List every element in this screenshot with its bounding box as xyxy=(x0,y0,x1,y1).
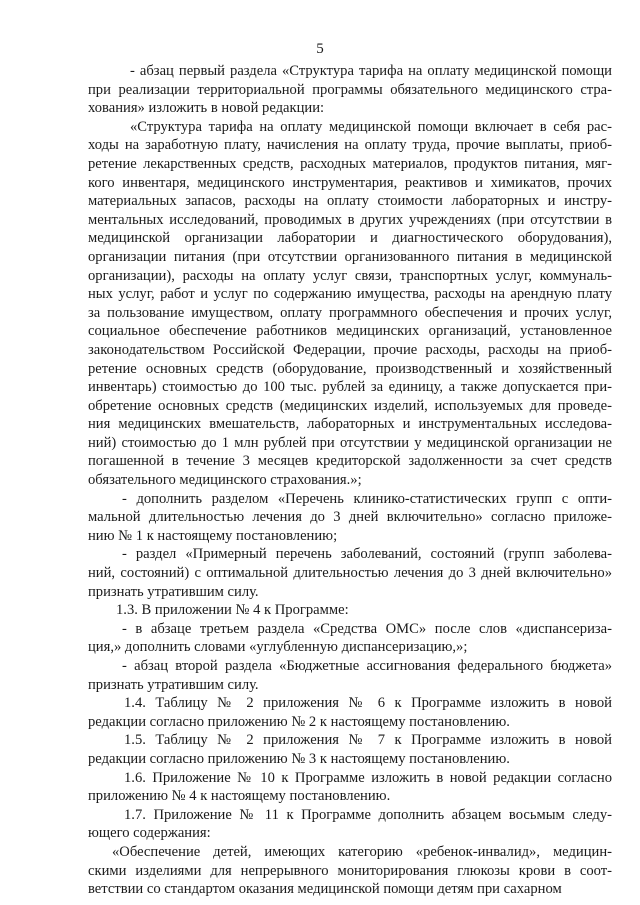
text-line: погашенной в течение 3 месяцев кредиторской задолженности за счет средств xyxy=(88,453,612,470)
paragraph-p6 xyxy=(88,620,612,657)
text-line: ция,» дополнить словами «углубленную диспансеризацию,»; xyxy=(88,639,468,656)
text-line: редакции согласно приложению № 2 к настоящему постановлению. xyxy=(88,713,510,730)
text-line: редакции согласно приложению № 3 к настоящему постановлению. xyxy=(88,750,510,767)
paragraph-p8 xyxy=(88,694,612,731)
paragraph-p10 xyxy=(88,769,612,806)
text-line: нию № 1 к настоящему постановлению; xyxy=(88,527,338,544)
paragraph-p12 xyxy=(88,843,612,899)
text-line: ретение лекарственных средств, расходных материалов, продуктов питания, мяг- xyxy=(88,155,612,172)
text-line: при реализации территориальной программы обязательного медицинского стра- xyxy=(88,81,612,98)
text-line: «Обеспечение детей, имеющих категорию «ребенок-инвалид», медицин- xyxy=(112,843,612,860)
text-line: 1.5. Таблицу № 2 приложения № 7 к Программе изложить в новой xyxy=(124,732,612,749)
text-line: ных услуг, работ и услуг по содержанию имущества, расходы на арендную плату xyxy=(88,286,612,303)
text-line: 1.3. В приложении № 4 к Программе: xyxy=(116,602,349,619)
text-line: кого инвентаря, медицинского инструментария, реактивов и химикатов, прочих xyxy=(88,174,612,191)
text-line: ющего содержания: xyxy=(88,825,211,842)
text-line: ментальных исследований, проводимых в других учреждениях (при отсутствии в xyxy=(88,211,612,228)
text-line: ния медицинских вмешательств, лабораторных и инструментальных исследова- xyxy=(88,416,612,433)
document-body xyxy=(88,62,612,899)
text-line: скими изделиями для непрерывного мониторирования глюкозы крови в соот- xyxy=(88,862,612,879)
paragraph-p2 xyxy=(88,118,612,490)
text-line: признать утратившим силу. xyxy=(88,676,259,693)
text-line: организации), расходы на оплату услуг связи, транспортных услуг, коммуналь- xyxy=(88,267,612,284)
text-line: инвентарь) стоимостью до 100 тыс. рублей за единицу, а также допускается при- xyxy=(88,379,612,396)
text-line: материальных запасов, расходы на оплату стоимости лабораторных и инстру- xyxy=(88,193,612,210)
text-line: «Структура тарифа на оплату медицинской помощи включает в себя рас- xyxy=(130,118,612,135)
text-line: 1.6. Приложение № 10 к Программе изложить в новой редакции согласно xyxy=(124,769,612,786)
paragraph-p5 xyxy=(88,601,612,620)
paragraph-p9 xyxy=(88,731,612,768)
text-line: ветствии со стандартом оказания медицинской помощи детям при сахарном xyxy=(88,881,562,898)
text-line: социальное обеспечение работников медицинских организаций, установленное xyxy=(88,323,612,340)
paragraph-p4 xyxy=(88,545,612,601)
text-line: ретение основных средств (оборудование, производственный и хозяйственный xyxy=(88,360,612,377)
text-line: за пользование имуществом, оплату программного обеспечения и прочих услуг, xyxy=(88,304,612,321)
text-line: ний, состояний) с оптимальной длительностью лечения до 3 дней включительно» xyxy=(88,565,612,582)
text-line: признать утратившим силу. xyxy=(88,583,259,600)
text-line: - абзац второй раздела «Бюджетные ассигнования федерального бюджета» xyxy=(122,658,612,674)
text-line: - раздел «Примерный перечень заболеваний, состояний (групп заболева- xyxy=(122,546,612,563)
text-line: организации питания (при отсутствии организованного питания в медицинской xyxy=(88,248,612,265)
text-line: мальной длительностью лечения до 3 дней включительно» согласно приложе- xyxy=(88,509,612,526)
text-line: - дополнить разделом «Перечень клинико-статистических групп с опти- xyxy=(122,490,612,507)
text-line: обретение основных средств (медицинских изделий, используемых для проведе- xyxy=(88,397,612,414)
text-line: - абзац первый раздела «Структура тарифа на оплату медицинской помощи xyxy=(130,63,612,79)
paragraph-p3 xyxy=(88,490,612,546)
text-line: медицинской организации лаборатории и диагностического оборудования), xyxy=(88,230,612,247)
paragraph-p1 xyxy=(88,62,612,118)
text-line: обязательного медицинского страхования.»; xyxy=(88,472,362,489)
paragraph-p7 xyxy=(88,657,612,694)
text-line: хования» изложить в новой редакции: xyxy=(88,100,325,117)
text-line: ходы на заработную плату, начисления на оплату труда, прочие выплаты, приоб- xyxy=(88,137,612,154)
text-line: 1.4. Таблицу № 2 приложения № 6 к Программе изложить в новой xyxy=(124,695,612,712)
text-line: приложению № 4 к настоящему постановлению. xyxy=(88,788,391,805)
text-line: ний) стоимостью до 1 млн рублей при отсутствии у медицинской организации не xyxy=(88,434,612,451)
text-line: законодательством Российской Федерации, прочие расходы, расходы на приоб- xyxy=(88,341,612,358)
paragraph-p11 xyxy=(88,806,612,843)
page-number: 5 xyxy=(316,41,324,57)
text-line: - в абзаце третьем раздела «Средства ОМС» после слов «диспансериза- xyxy=(122,620,612,637)
text-line: 1.7. Приложение № 11 к Программе дополнить абзацем восьмым следу- xyxy=(124,806,612,823)
